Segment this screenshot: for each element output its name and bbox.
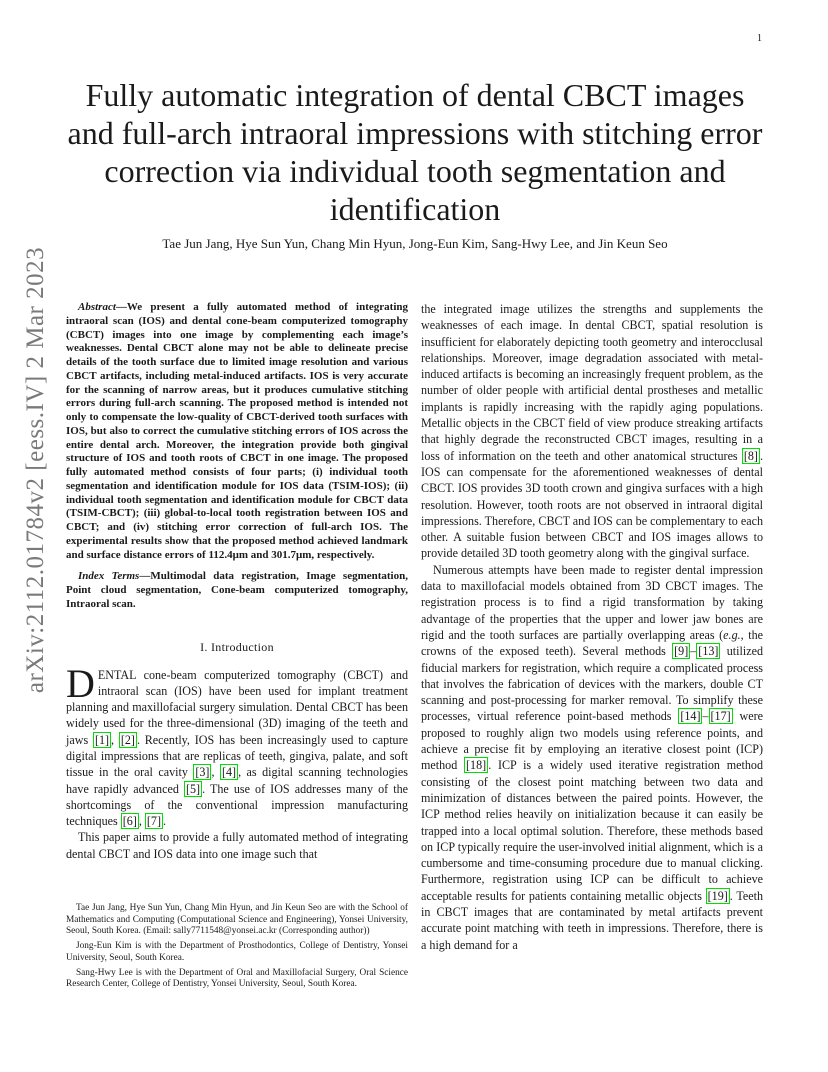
right-column: [421, 301, 763, 953]
footnote-affiliation-2: Jong-Eun Kim is with the Department of Prosthodontics, College of Dentistry, Yonsei University, Seoul, South Korea.: [66, 941, 408, 963]
footnote-affiliation-3: Sang-Hwy Lee is with the Department of Oral and Maxillofacial Surgery, Oral Science Research Center, College of Dentistry, Yonsei University, Seoul, South Korea.: [66, 967, 408, 990]
citation-link[interactable]: [4]: [221, 765, 237, 780]
arxiv-stamp-text: arXiv:2112.01784v2 [eess.IV] 2 Mar 2023: [22, 246, 49, 694]
right-paragraph-2: [421, 562, 763, 953]
citation-link[interactable]: [14]: [680, 709, 701, 724]
citation-link[interactable]: [13]: [698, 644, 719, 659]
citation-link[interactable]: [3]: [195, 765, 210, 780]
citation-link[interactable]: [5]: [185, 781, 201, 796]
body-text: . ICP is a widely used iterative registration method consisting of the closest point matching between two data and minimization of distances between the paired points. However, the ICP method relies heavily on initialization because it can easily be trapped into a local optimal solution. Therefore, these methods based on ICP typically require the user-involved initial alignment, which is a cumbersome and time-consuming procedure due to manual clicking. Furthermore, registration using ICP can be difficult to achieve acceptable results for patients containing metallic objects: [421, 758, 763, 903]
index-terms-text: —Multimodal data registration, Image segmentation, Point cloud segmentation, Cone-beam computerized tomography, Intraoral scan.: [66, 570, 408, 610]
abstract-text: —We present a fully automated method of integrating intraoral scan (IOS) and dental cone-beam computerized tomography (CBCT) images into one image by complementing each image’s weaknesses. Dental CBCT alone may not be able to delineate precise details of the tooth surface due to limited image resolution and various CBCT artifacts, including metal-induced artifacts. IOS is very accurate for the scanning of narrow areas, but it produces cumulative stitching errors during full-arch scanning. The proposed method is intended not only to compensate the low-quality of CBCT-derived tooth surfaces with IOS, but also to correct the cumulative stitching errors of IOS across the entire dental arch. Moreover, the integration provide both gingival structure of IOS and tooth roots of CBCT in one image. The proposed fully automated method consists of four parts; (i) individual tooth segmentation and identification module for IOS data (TSIM-IOS); (ii) individual tooth segmentation and identification module for CBCT data (TSIM-CBCT); (iii) global-to-local tooth registration between IOS and CBCT; and (iv) stitching error correction of full-arch IOS. The experimental results show that the proposed method achieved landmark and surface distance errors of 112.4μm and 301.7μm, respectively.: [66, 301, 408, 561]
citation-link[interactable]: [7]: [146, 814, 162, 829]
left-column: [66, 301, 408, 862]
intro-paragraph-2: This paper aims to provide a fully automated method of integrating dental CBCT and IOS data into one image such that: [66, 830, 408, 861]
body-text: , the crowns of the exposed teeth). Several methods: [421, 627, 763, 659]
right-paragraph-1: [421, 301, 763, 562]
intro-paragraph-1: [66, 660, 408, 830]
abstract: [66, 301, 408, 562]
body-text: . IOS can compensate for the aforementioned weaknesses of dental CBCT. IOS provides 3D tooth crown and gingiva surfaces with a high resolution. However, tooth roots are not observed in intraoral digital impressions. Therefore, CBCT and IOS can be complementary to each other. A suitable fusion between CBCT and IOS images allows to provide detailed 3D tooth geometry along with the gingival surface.: [421, 448, 763, 561]
citation-link[interactable]: [17]: [710, 709, 731, 724]
footnote-affiliation-1: Tae Jun Jang, Hye Sun Yun, Chang Min Hyun, and Jin Keun Seo are with the School of Mathematics and Computing (Computational Science and Engineering), Yonsei University, Seoul, South Korea. (Email: sally7711548@yonsei.ac.kr (Corresponding author)): [66, 903, 408, 937]
arxiv-stamp: [20, 246, 52, 694]
citation-link[interactable]: [6]: [122, 814, 137, 829]
citation-link[interactable]: [8]: [743, 448, 758, 463]
body-text: utilized fiducial markers for registration, which require a complicated process that involves the fabrication of devices with the markers, double CT scanning and post-processing for marker removal. To simplify these processes, virtual reference point-based methods: [421, 644, 763, 724]
intro-text: ,: [138, 814, 145, 829]
abstract-lead: Abstract: [78, 301, 116, 313]
body-text: . Teeth in CBCT images that are contaminated by metal artifacts prevent accurate point matching with teeth in impressions. Therefore, there is a high demand for a: [421, 888, 764, 952]
body-text: were proposed to roughly align two models using reference points, and achieve a precise fit by employing an iterative closest point (ICP) method: [421, 709, 763, 773]
body-text: the integrated image utilizes the strengths and supplements the weaknesses of each image. In dental CBCT, spatial resolution is insufficient for elaborately depicting tooth geometry and interocclusal relationships. Moreover, image degradation associated with metal-induced artifacts is becoming an increasingly frequent problem, as the number of older people with artificial dental prostheses and metallic implants is rapidly increasing with the rapidly aging populations. Metallic objects in the CBCT field of view produce streaking artifacts that highly degrade the reconstructed CBCT images, resulting in a loss of information on the teeth and other anatomical structures: [421, 302, 763, 463]
index-terms: [66, 570, 408, 611]
section-heading-introduction: I. Introduction: [200, 639, 274, 654]
intro-text: ,: [211, 765, 220, 780]
intro-text: . The use of IOS addresses many of the shortcomings of the conventional impression manufacturing techniques: [66, 781, 408, 829]
intro-text: . Recently, IOS has been increasingly used to capture digital impressions that are replicas of teeth, gingiva, palate, and soft tissue in the oral cavity: [66, 732, 408, 780]
intro-text: .: [163, 814, 167, 829]
index-terms-lead: Index Terms: [78, 570, 140, 583]
footnotes: [66, 903, 408, 994]
citation-link[interactable]: [9]: [674, 644, 689, 659]
citation-link[interactable]: [18]: [466, 758, 487, 773]
intro-text: , as digital scanning technologies have rapidly advanced: [66, 765, 408, 796]
body-text: –: [702, 709, 709, 724]
page-number: 1: [757, 33, 762, 44]
citation-link[interactable]: [1]: [94, 732, 110, 747]
body-text: Numerous attempts have been made to register dental impression data to maxillofacial models obtained from 3D CBCT images. The registration process is to find a rigid transformation by taking advantage of the properties that the upper and lower jaw bones are rigid and the tooth surfaces are partially overlapping areas (: [421, 562, 763, 642]
author-list: Tae Jun Jang, Hye Sun Yun, Chang Min Hyun, Jong-Eun Kim, Sang-Hwy Lee, and Jin Keun Seo: [162, 236, 668, 251]
intro-text: ,: [111, 732, 119, 747]
body-text: –: [690, 644, 697, 659]
drop-cap: D: [66, 660, 95, 706]
body-text-italic: e.g.: [723, 627, 741, 642]
citation-link[interactable]: [2]: [120, 732, 135, 747]
intro-text: ENTAL cone-beam computerized tomography (CBCT) and intraoral scan (IOS) have been used for implant treatment planning and maxillofacial surgery simulation. Dental CBCT has been widely used for the three-dimensional (3D) imaging of the teeth and jaws: [66, 667, 408, 747]
citation-link[interactable]: [19]: [707, 888, 728, 903]
paper-title: Fully automatic integration of dental CBCT images and full-arch intraoral impressions with stitching error correction via individual tooth segmentation and identification: [67, 77, 763, 227]
